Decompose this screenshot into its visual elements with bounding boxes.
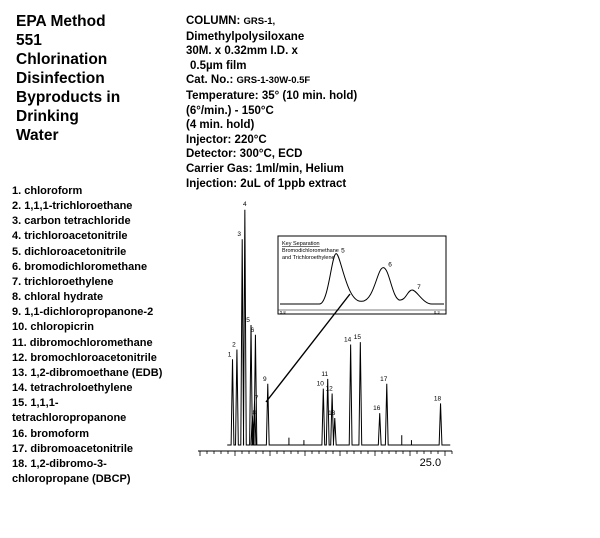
peak-label: 12 (325, 385, 333, 393)
legend-item: 12. bromochloroacetonitrile (12, 351, 157, 364)
peak-label: 16 (373, 405, 381, 413)
title-line: EPA Method (16, 13, 106, 30)
peak-label: 18 (433, 395, 442, 403)
hold-line: (4 min. hold) (186, 119, 255, 132)
title-line: Drinking (16, 108, 79, 125)
column-dimensions: 30M. x 0.32mm I.D. x (186, 45, 298, 58)
legend-item: 16. bromoform (12, 427, 90, 440)
inset-peak-label: 5 (341, 247, 345, 255)
title-line: Chlorination (16, 51, 108, 68)
peak-label: 1 (227, 351, 232, 359)
inset-peak-label: 7 (417, 284, 421, 291)
legend-item: 3. carbon tetrachloride (12, 215, 131, 228)
peak-label: 8 (252, 409, 257, 417)
legend-item: 2. 1,1,1-trichloroethane (12, 200, 133, 213)
legend-item: 13. 1,2-dibromoethane (EDB) (12, 366, 163, 379)
legend-item-continued: tetrachloropropanone (12, 412, 127, 425)
legend-item: 11. dibromochloromethane (12, 336, 153, 349)
legend-item: 18. 1,2-dibromo-3- (12, 457, 107, 470)
title-line: 551 (16, 32, 42, 49)
legend-item: 8. chloral hydrate (12, 291, 104, 304)
title-line: Disinfection (16, 70, 105, 87)
legend-item: 6. bromodichloromethane (12, 260, 148, 273)
ramp-line: (6°/min.) - 150°C (186, 104, 274, 117)
legend-item: 1. chloroform (12, 185, 83, 197)
peak-label: 17 (380, 375, 388, 383)
legend-item: 15. 1,1,1- (12, 397, 59, 410)
legend-item: 4. trichloroacetonitrile (12, 230, 128, 243)
x-tick-label: 25.0 (419, 457, 442, 469)
injection-line: Injection: 2uL of 1ppb extract (186, 177, 347, 190)
peak-label: 7 (254, 394, 259, 402)
detector-line: Detector: 300°C, ECD (186, 148, 303, 161)
catalog-label: Cat. No.: (186, 74, 234, 87)
column-label: COLUMN: (186, 15, 241, 27)
legend-item: 17. dibromoacetonitrile (12, 442, 134, 455)
legend-item: 7. trichloroethylene (12, 275, 114, 288)
column-phase: Dimethylpolysiloxane (186, 30, 305, 43)
peak-label: 11 (321, 370, 329, 378)
peak-label: 2 (232, 341, 236, 349)
column-film: 0.5µm film (190, 59, 247, 72)
legend-item: 5. dichloroacetonitrile (12, 245, 127, 258)
peak-label: 14 (344, 336, 352, 344)
inset-peak-label: 6 (388, 261, 392, 269)
peak-label: 10 (316, 380, 324, 388)
catalog-value: GRS-1-30W-0.5F (236, 75, 311, 87)
legend-item: 14. tetrachroloethylene (12, 382, 133, 395)
peak-label: 9 (262, 375, 267, 383)
inset-axis-label: 6.3 (434, 309, 440, 315)
peak-label: 4 (243, 200, 247, 208)
title-line: Byproducts in (16, 89, 121, 106)
carrier-line: Carrier Gas: 1ml/min, Helium (186, 162, 344, 175)
legend-item: 10. chloropicrin (12, 321, 94, 334)
peak-label: 15 (353, 334, 361, 342)
inset-title: Bromodichloromethane (282, 248, 339, 254)
title-line: Water (16, 127, 59, 144)
legend-item: 9. 1,1-dichloropropanone-2 (12, 306, 154, 319)
peak-label: 3 (237, 231, 242, 239)
inset-title: and Trichloroethylene (282, 255, 335, 261)
temperature-line: Temperature: 35° (10 min. hold) (186, 89, 358, 102)
legend-item-continued: chloropropane (DBCP) (12, 472, 131, 485)
inset-axis-label: 5.8 (280, 309, 286, 315)
peak-label: 6 (250, 326, 255, 334)
column-value: GRS-1, (243, 16, 276, 27)
peak-label: 13 (328, 410, 336, 418)
injector-line: Injector: 220°C (186, 133, 267, 146)
peak-label: 5 (246, 316, 250, 324)
inset-title: Key Separation (282, 241, 320, 247)
